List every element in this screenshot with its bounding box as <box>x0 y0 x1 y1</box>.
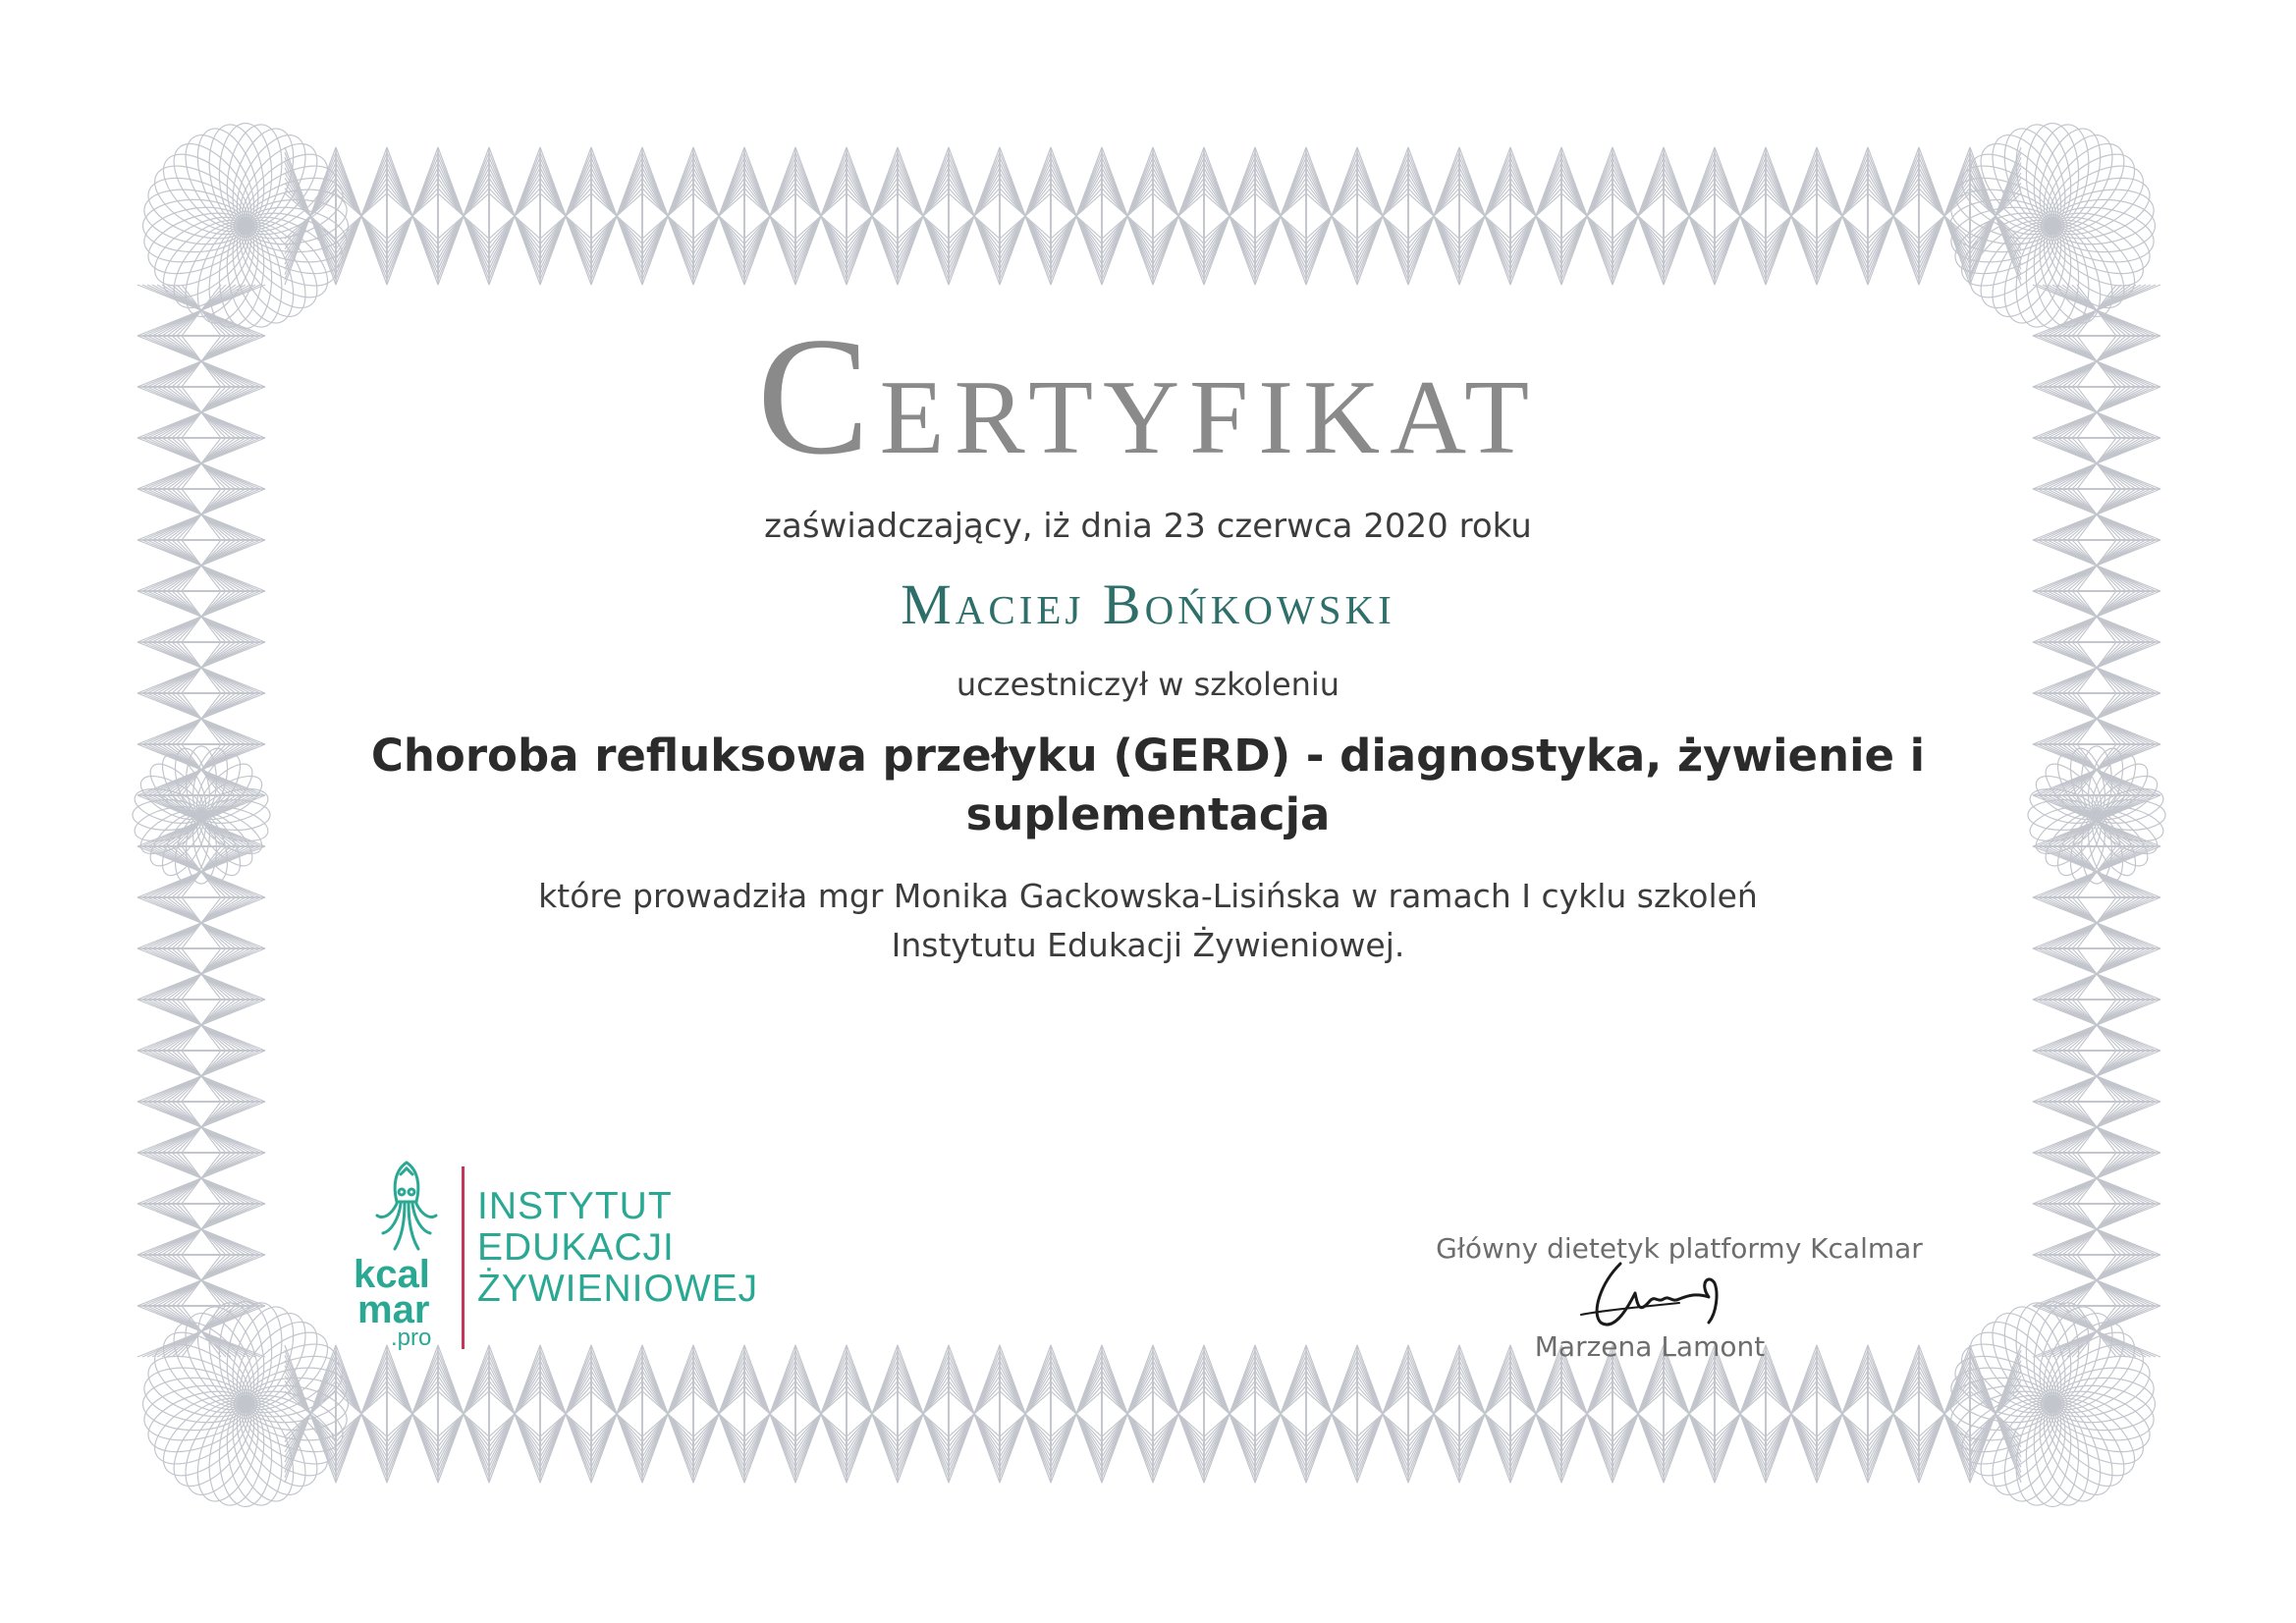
instructor-line2: Instytutu Edukacji Żywieniowej. <box>891 926 1405 964</box>
wordmark-kcal: kcal <box>354 1253 430 1296</box>
institute-name <box>477 1186 758 1310</box>
institute-line1: INSTYTUT <box>477 1185 673 1227</box>
handwritten-signature <box>1561 1254 1758 1342</box>
logo-divider <box>462 1166 465 1349</box>
signer-name: Marzena Lamont <box>1534 1330 1766 1363</box>
institute-logo <box>354 1159 903 1355</box>
title-capital: C <box>756 303 880 490</box>
recipient-name: Maciej Bońkowski <box>901 572 1395 636</box>
course-title <box>295 727 2001 844</box>
participated-line: uczestniczył w szkoleniu <box>956 666 1340 703</box>
institute-line2: EDUKACJI <box>477 1226 675 1269</box>
signature-caption: Główny dietetyk platformy Kcalmar <box>1436 1232 1923 1265</box>
squid-icon <box>371 1159 442 1257</box>
instructor-line1: które prowadziła mgr Monika Gackowska-Lisińska w ramach I cyklu szkoleń <box>538 877 1758 915</box>
kcalmar-wordmark <box>354 1253 457 1351</box>
course-title-line1: Choroba refluksowa przełyku (GERD) - diagnostyka, żywienie i <box>370 730 1926 782</box>
title-rest: ERTYFIKAT <box>879 359 1540 476</box>
wordmark-mar: mar <box>357 1288 430 1331</box>
course-title-line2: suplementacja <box>965 788 1331 840</box>
certificate-title <box>0 303 2296 490</box>
date-line: zaświadczający, iż dnia 23 czerwca 2020 roku <box>764 507 1532 546</box>
institute-line3: ŻYWIENIOWEJ <box>477 1268 759 1310</box>
wordmark-pro: .pro <box>391 1325 432 1351</box>
instructor-lines <box>0 872 2296 970</box>
signature-block <box>1404 1232 1954 1370</box>
